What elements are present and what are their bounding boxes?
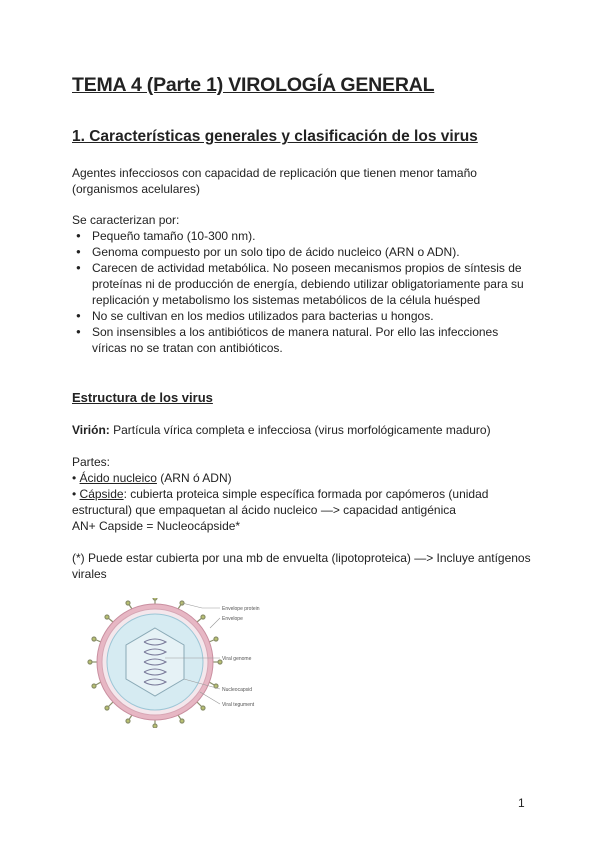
- part-capsid: [72, 486, 532, 518]
- list-item: ● Genoma compuesto por un solo tipo de ácido nucleico (ARN o ADN).: [72, 244, 532, 260]
- label-nucleocapsid: Nucleocapsid: [222, 687, 253, 693]
- virus-structure-diagram: [72, 598, 312, 728]
- part-nucleic-acid: [72, 470, 532, 486]
- bullet-mark: •: [72, 471, 80, 485]
- capsid-term: Cápside: [79, 487, 124, 501]
- list-item: ● Son insensibles a los antibióticos de manera natural. Por ello las infecciones víricas no se tratan con antibióticos.: [72, 324, 532, 356]
- virion-definition: [72, 422, 532, 438]
- label-envelope: Envelope: [222, 616, 243, 622]
- virion-label: Virión:: [72, 423, 110, 437]
- section-title: 1. Características generales y clasificación de los virus: [72, 128, 478, 145]
- label-envelope-protein: Envelope protein: [222, 606, 260, 612]
- list-item: ● No se cultivan en los medios utilizados para bacterias u hongos.: [72, 308, 532, 324]
- parts-label: Partes:: [72, 455, 111, 469]
- intro-paragraph: Agentes infecciosos con capacidad de replicación que tienen menor tamaño (organismos acelulares): [72, 166, 477, 196]
- characteristics-list: [72, 228, 532, 356]
- characterized-label: Se caracterizan por:: [72, 213, 180, 227]
- list-item: ● Carecen de actividad metabólica. No poseen mecanismos propios de síntesis de proteínas ni de producción de energía, debiendo utilizar obligatoriamente para su replicación y metabolismo los sistemas metabólicos de la célula huésped: [72, 260, 532, 308]
- list-item: ● Pequeño tamaño (10-300 nm).: [72, 228, 532, 244]
- label-viral-genome: Viral genome: [222, 656, 252, 662]
- page-number: 1: [518, 796, 525, 810]
- nucleic-acid-term: Ácido nucleico: [79, 471, 157, 485]
- nucleocapsid-formula: AN+ Capside = Nucleocápside*: [72, 519, 241, 533]
- page-title: TEMA 4 (Parte 1) VIROLOGÍA GENERAL: [72, 74, 435, 96]
- bullet-mark: •: [72, 487, 80, 501]
- capsid-text: : cubierta proteica simple específica formada por capómeros (unidad estructural) que empaquetan al ácido nucleico —> capacidad antigénica: [72, 487, 489, 517]
- label-viral-tegument: Viral tegument: [222, 702, 255, 708]
- envelope-note: (*) Puede estar cubierta por una mb de envuelta (lipotoproteica) —> Incluye antígenos virales: [72, 551, 531, 581]
- virion-text: Partícula vírica completa e infecciosa (virus morfológicamente maduro): [109, 423, 491, 437]
- structure-heading: Estructura de los virus: [72, 390, 213, 405]
- nucleic-acid-text: (ARN ó ADN): [156, 471, 232, 485]
